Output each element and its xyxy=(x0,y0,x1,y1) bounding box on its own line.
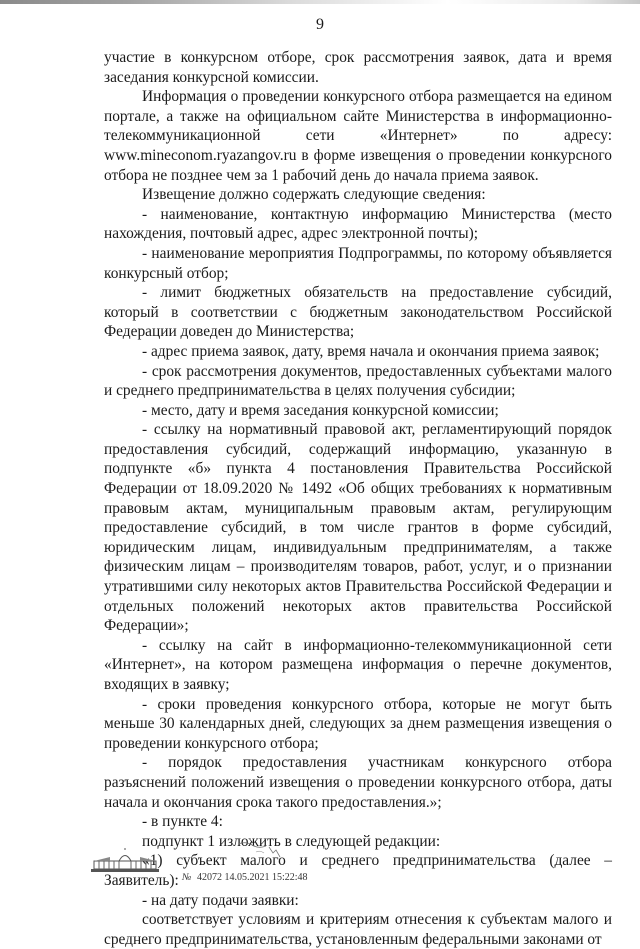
paragraph: Информация о проведении конкурсного отбора размещается на едином портале, а также на официальном сайте Министерства в информационно-телекоммуникационной сети «Интернет» по адресу: www.mineconom.ryazangov.ru в форме извещения о проведении конкурсного отбора не позднее чем за 1 рабочий день до начала приема заявок. xyxy=(104,88,612,184)
list-item: - место, дату и время заседания конкурсной комиссии; xyxy=(142,401,499,419)
paragraph: - в пункте 4: xyxy=(142,813,223,831)
list-item: - адрес приема заявок, дату, время начала и окончания приема заявок; xyxy=(142,342,600,360)
list-item: - ссылку на сайт в информационно-телекоммуникационной сети «Интернет», на котором размещена информация о перечне документов, входящих в заявку; xyxy=(104,636,612,693)
number-sign: № xyxy=(182,872,192,883)
list-item: - наименование мероприятия Подпрограммы, по которому объявляется конкурсный отбор; xyxy=(104,244,612,282)
government-building-stamp-icon xyxy=(90,848,160,874)
document-registration-footer xyxy=(182,872,308,883)
list-item: - ссылку на нормативный правовой акт, регламентирующий порядок предоставления субсидий, содержащий информацию, указанную в подпункте «б» пункта 4 постановления Правительства Российской Федерации от 18.09.2020 № 1492 «Об общих требованиях к нормативным правовым актам, муниципальным правовым актам, регулирующим предоставление субсидий, в том числе грантов в форме субсидий, юридическим лицам, индивидуальным предпринимателям, а также физическим лицам – производителям товаров, работ, услуг, и о признании утратившими силу некоторых актов Правительства Российской Федерации и отдельных положений некоторых актов правительства Российской Федерации»; xyxy=(104,421,612,635)
paragraph: соответствует условиям и критериям отнесения к субъектам малого и среднего предпринимательства, установленным федеральными законами от xyxy=(104,911,612,948)
list-item: - сроки проведения конкурсного отбора, которые не могут быть меньше 30 календарных дней, следующих за днем размещения извещения о проведении конкурсного отбора; xyxy=(104,695,612,752)
list-item: - срок рассмотрения документов, предоставленных субъектами малого и среднего предпринимательства в целях получения субсидии; xyxy=(104,362,612,400)
timestamp: 14.05.2021 15:22:48 xyxy=(224,872,308,883)
paragraph: подпункт 1 изложить в следующей редакции: xyxy=(142,832,441,850)
handwritten-mark-icon xyxy=(236,838,284,860)
page-number: 9 xyxy=(316,16,324,33)
paragraph: - на дату подачи заявки: xyxy=(142,891,299,909)
document-id: 42072 xyxy=(196,872,222,883)
list-item: - порядок предоставления участникам конкурсного отбора разъяснений положений извещения о проведении конкурсного отбора, даты начала и окончания срока такого предоставления.»; xyxy=(104,754,612,811)
scan-edge xyxy=(0,0,640,4)
list-item: - наименование, контактную информацию Министерства (место нахождения, почтовый адрес, адрес электронной почты); xyxy=(104,205,612,243)
paragraph: «1) субъект малого и среднего предпринимательства (далее – Заявитель): xyxy=(104,852,612,889)
document-body xyxy=(104,48,612,949)
paragraph: участие в конкурсном отборе, срок рассмотрения заявок, дата и время заседания конкурсной комиссии. xyxy=(104,49,612,86)
paragraph: Извещение должно содержать следующие сведения: xyxy=(142,186,486,204)
list-item: - лимит бюджетных обязательств на предоставление субсидий, который в соответствии с бюджетным законодательством Российской Федерации доведен до Министерства; xyxy=(104,284,612,341)
